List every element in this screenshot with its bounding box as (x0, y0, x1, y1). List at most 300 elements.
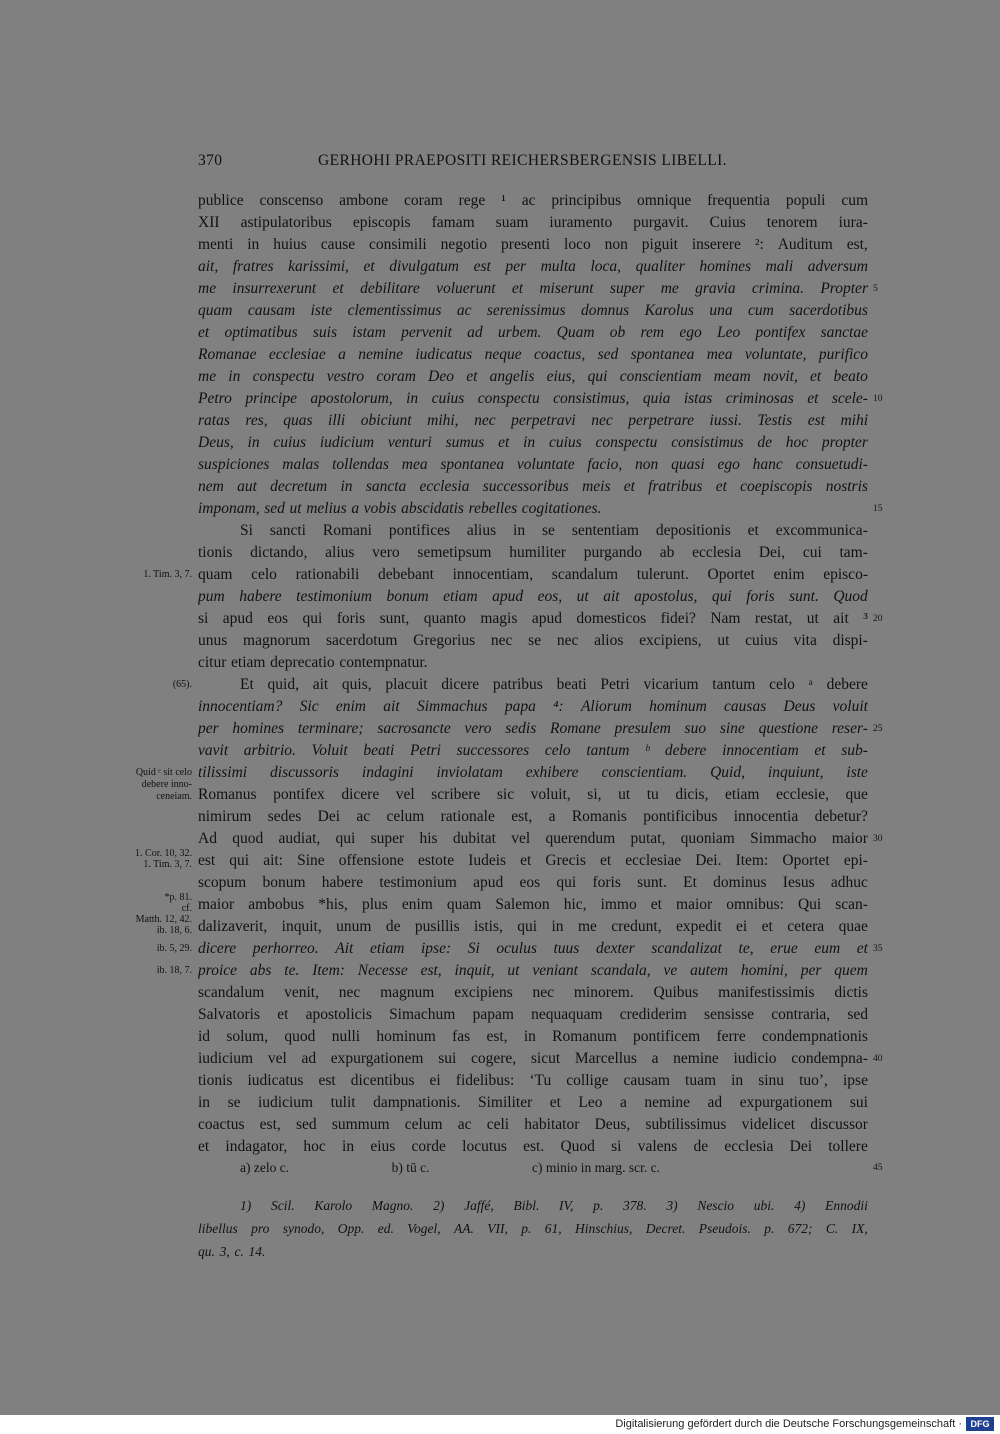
word: serenissimus (486, 302, 566, 319)
word: sedes (267, 808, 302, 825)
word: celum (386, 808, 425, 825)
word: consimili (369, 236, 427, 253)
word: quis, (341, 676, 372, 693)
word: C. (825, 1221, 839, 1236)
word: innocentiam? (198, 698, 283, 715)
word: scandalum (551, 566, 619, 583)
word: me (198, 368, 217, 385)
word: Pseudois. (698, 1221, 751, 1236)
word: qualiter (635, 258, 685, 275)
word: cui (802, 544, 822, 561)
word: Auditum (777, 236, 833, 253)
word: principibus (551, 192, 622, 209)
word: perpetrare (628, 412, 695, 429)
page-number: 370 (198, 152, 223, 169)
line-number: 40 (873, 1054, 883, 1064)
word: in (513, 522, 526, 539)
text-line (198, 982, 868, 1004)
word: ubi. (753, 1198, 775, 1213)
word: Dei (789, 1138, 813, 1155)
word: ego (717, 456, 740, 473)
word: tollendas (332, 456, 389, 473)
word: solum, (226, 1028, 269, 1045)
word: ¹ (501, 192, 506, 209)
word: nemine (644, 1094, 691, 1111)
word: qui (587, 368, 608, 385)
word: ego (679, 324, 702, 341)
word: si, (587, 786, 602, 803)
word: tuus (553, 940, 580, 957)
word: ab (659, 544, 675, 561)
word: scandalum (198, 984, 265, 1001)
word: Bibl. (513, 1198, 540, 1213)
word: fas (452, 1028, 471, 1045)
word: Petro (198, 390, 232, 407)
text-line (198, 344, 868, 366)
word: obiciunt (360, 412, 412, 429)
word: sui (438, 1050, 457, 1067)
word: enim (335, 698, 367, 715)
word: se (542, 522, 555, 539)
word: discussoris (270, 764, 339, 781)
word: testimonium (296, 588, 372, 605)
word: negotio (440, 236, 488, 253)
word: insurrexerunt (232, 280, 317, 297)
word: mea (706, 346, 733, 363)
word: Quod (833, 588, 868, 605)
word: Quod (560, 1138, 595, 1155)
word: iudicio (733, 1050, 777, 1067)
word: scandala, (590, 962, 651, 979)
text-line (198, 762, 868, 784)
word: Et (240, 676, 254, 693)
word: foris (746, 588, 775, 605)
text-line (198, 916, 868, 938)
word: habitator (524, 1116, 580, 1133)
word: imponam, (198, 500, 260, 517)
word: celi (486, 1116, 510, 1133)
word: foris (592, 874, 621, 891)
word: indagini (361, 764, 414, 781)
word: et (511, 280, 524, 297)
word: est, (420, 962, 442, 979)
word: et (363, 258, 375, 275)
apparatus-line (240, 1157, 660, 1179)
word: in (731, 1072, 744, 1089)
word: tu (646, 786, 659, 803)
word: neque (484, 346, 522, 363)
word: ei (429, 1072, 441, 1089)
word: ut (806, 610, 819, 627)
word: consistimus, (553, 390, 630, 407)
word: 378. (623, 1198, 647, 1213)
word: sunt, (379, 610, 410, 627)
word: super (609, 280, 645, 297)
word: vel (511, 830, 531, 847)
word: si (611, 1138, 622, 1155)
word: contempnatur. (339, 654, 428, 671)
word: decretum (270, 478, 328, 495)
word: est, (511, 808, 533, 825)
word: iudicatus (247, 1072, 304, 1089)
text-line (198, 784, 868, 806)
text-line (198, 718, 868, 740)
word: in (228, 368, 241, 385)
word: cuius (431, 390, 465, 407)
word: dicere (198, 940, 237, 957)
word: c. (234, 1244, 244, 1259)
word: Et (683, 874, 697, 891)
word: p. (521, 1221, 532, 1236)
word: illi (328, 412, 346, 429)
word: condempnationis (762, 1028, 868, 1045)
word: astipulatoribus (240, 214, 332, 231)
text-line (198, 432, 868, 454)
word: episcopis (352, 214, 411, 231)
word: 3) (666, 1198, 678, 1213)
word: celum (404, 1116, 443, 1133)
word: innocentiam, (452, 566, 534, 583)
text-line (198, 960, 868, 982)
word: purgavit. (633, 214, 689, 231)
word: et (623, 478, 635, 495)
word: papa (504, 698, 536, 715)
word: magis (480, 610, 518, 627)
word: scopum (198, 874, 247, 891)
word: a (351, 500, 360, 517)
word: Iudeis (468, 852, 507, 869)
word: aut (237, 478, 257, 495)
word: epi- (843, 852, 868, 869)
word: ecclesia (419, 478, 470, 495)
word: que (845, 786, 868, 803)
word: Testis (757, 412, 793, 429)
word: libellus (198, 1221, 238, 1236)
word: dampnationis. (373, 1094, 461, 1111)
word: quem (834, 962, 868, 979)
word: suo (684, 720, 707, 737)
word: manifestissimis (718, 984, 815, 1001)
apparatus-note: c) minio in marg. scr. c. (532, 1160, 660, 1175)
word: cuius (548, 434, 582, 451)
word: est. (523, 1138, 545, 1155)
word: ᵃ (808, 676, 813, 693)
word: vel (395, 786, 415, 803)
word: Aliorum (580, 698, 632, 715)
word: excipiens, (639, 632, 702, 649)
word: est (198, 852, 216, 869)
word: Jaffé, (464, 1198, 494, 1213)
word: eos (519, 874, 541, 891)
word: loco (564, 236, 591, 253)
word: Leo (578, 1094, 603, 1111)
word: fidelibus: (455, 1072, 515, 1089)
word: debetur? (814, 808, 868, 825)
word: unum (336, 918, 372, 935)
word: debebant (377, 566, 434, 583)
word: ac (356, 808, 371, 825)
word: karissimi, (288, 258, 349, 275)
word: et (807, 390, 819, 407)
text-line (198, 608, 868, 630)
word: pontifex (273, 786, 325, 803)
word: etiam (231, 654, 266, 671)
word: autem (690, 962, 729, 979)
apparatus-note: a) zelo c. (240, 1160, 290, 1175)
word: istas (683, 390, 713, 407)
word: Sic (299, 698, 319, 715)
word: p. (764, 1221, 775, 1236)
word: unus (198, 632, 228, 649)
word: coactus (198, 1116, 245, 1133)
word: enim (773, 566, 805, 583)
word: sacerdotibus (789, 302, 868, 319)
word: Romanis (571, 808, 627, 825)
word: tollere (828, 1138, 868, 1155)
word: presulem (614, 720, 671, 737)
word: per (800, 962, 822, 979)
text-line (198, 1070, 868, 1092)
word: propter (821, 434, 868, 451)
word: 3, (219, 1244, 230, 1259)
word: Deus, (594, 1116, 631, 1133)
running-header (198, 152, 868, 176)
word: fidei? (660, 610, 696, 627)
word: inquit, (281, 918, 322, 935)
word: domesticos (576, 610, 647, 627)
word: collige (566, 1072, 609, 1089)
word: est (807, 412, 825, 429)
word: deprecatio (270, 654, 335, 671)
word: hanc (752, 456, 783, 473)
word: quam (198, 566, 233, 583)
word: rationabili (295, 566, 360, 583)
word: nulli (331, 1028, 361, 1045)
word: piguit (641, 236, 678, 253)
word: sententiam (571, 522, 639, 539)
word: Romanum (552, 1028, 617, 1045)
word: se (528, 632, 542, 649)
word: conscientiam. (601, 764, 688, 781)
word: cause (320, 236, 356, 253)
word: apostolus, (634, 588, 698, 605)
word: ³ (863, 610, 868, 627)
word: mihi (840, 412, 868, 429)
word: locutus (462, 1138, 507, 1155)
word: me (198, 280, 217, 297)
word: Decret. (645, 1221, 686, 1236)
word: oculus (496, 940, 537, 957)
word: coepiscopis (740, 478, 813, 495)
word: sancti (269, 522, 306, 539)
word: depositionis (655, 522, 731, 539)
word: excommunica- (775, 522, 868, 539)
word: Quibus (653, 984, 699, 1001)
word: etiam (443, 588, 478, 605)
word: sedis (505, 720, 537, 737)
word: conspectu (477, 390, 540, 407)
word: ᵇ (645, 742, 650, 759)
word: expedit (676, 918, 722, 935)
word: 4) (794, 1198, 806, 1213)
text-line (198, 366, 868, 388)
text-line (198, 498, 868, 520)
word: purifico (818, 346, 868, 363)
word: conspectu (595, 434, 658, 451)
word: nimirum (198, 808, 252, 825)
word: coram (376, 368, 416, 385)
line-number: 35 (873, 944, 883, 954)
word: 14. (248, 1244, 266, 1259)
text-line (198, 1114, 868, 1136)
word: ed. (377, 1221, 394, 1236)
text-line (198, 1092, 868, 1114)
text-line (198, 850, 868, 872)
word: Romani (322, 522, 372, 539)
word: ecclesiae (625, 852, 682, 869)
word: per (505, 258, 527, 275)
word: sunt. (637, 874, 667, 891)
word: est (473, 258, 491, 275)
word: Petri (409, 742, 441, 759)
word: Karolus (644, 302, 694, 319)
word: sunt. (789, 588, 819, 605)
word: qui (517, 918, 538, 935)
word: crediderim (619, 1006, 687, 1023)
text-line (240, 674, 868, 696)
word: nec (532, 984, 555, 1001)
text-line (198, 630, 868, 652)
word: divulgatum (389, 258, 459, 275)
word: sacrosancte (377, 720, 451, 737)
word: frequentia (707, 192, 770, 209)
word: omnibus: (726, 896, 784, 913)
word: discussor (810, 1116, 868, 1133)
word: innocentia (733, 808, 799, 825)
word: Ait (335, 940, 354, 957)
word: cuius (745, 632, 778, 649)
text-line (198, 740, 868, 762)
word: 2) (433, 1198, 445, 1213)
word: est (318, 1072, 336, 1089)
word: VII, (487, 1221, 508, 1236)
word: ac (521, 192, 536, 209)
word: pontificibus (643, 808, 718, 825)
text-line (198, 1048, 868, 1070)
line-number: 15 (873, 504, 883, 514)
word: ait (383, 698, 400, 715)
word: Gregorius (413, 632, 476, 649)
word: suspiciones (198, 456, 270, 473)
text-line (198, 212, 868, 234)
word: debere (826, 676, 868, 693)
word: fratribus (648, 478, 703, 495)
word: cetera (787, 918, 825, 935)
word: perpetravi (511, 412, 576, 429)
line-number: 5 (873, 284, 878, 294)
word: qui (556, 874, 577, 891)
word: ad (467, 324, 483, 341)
text-line (198, 256, 868, 278)
word: voluit (832, 698, 868, 715)
word: Deus, (198, 434, 234, 451)
word: dicere (341, 786, 380, 803)
word: et (810, 368, 822, 385)
word: tenorem (766, 214, 818, 231)
word: maior (198, 896, 235, 913)
margin-note: Quid ᶜ sit celo (135, 767, 192, 778)
word: inviolatam (436, 764, 503, 781)
word: in (551, 918, 564, 935)
word: vita (793, 632, 817, 649)
word: sui (849, 1094, 868, 1111)
word: in (523, 1028, 536, 1045)
text-line (198, 300, 868, 322)
word: quam (198, 302, 233, 319)
word: Oportet (707, 566, 755, 583)
text-line (198, 806, 868, 828)
word: placuit (385, 676, 428, 693)
word: vero (372, 544, 400, 561)
word: quoniam (680, 830, 735, 847)
line-number: 45 (873, 1163, 883, 1173)
word: Ennodii (825, 1198, 868, 1213)
word: melius (306, 500, 347, 517)
word: Quid, (710, 764, 745, 781)
margin-note: ib. 18, 6. (156, 925, 192, 937)
text-line (198, 1004, 868, 1026)
word: te, (738, 940, 754, 957)
margin-note: Matth. 12, 42. (135, 914, 192, 926)
text-line (198, 190, 868, 212)
word: tilissimi (198, 764, 248, 781)
word: expurgationem (739, 1094, 833, 1111)
word: iuramento (549, 214, 613, 231)
word: vel (267, 1050, 287, 1067)
word: erue (770, 940, 798, 957)
word: synodo, (282, 1221, 325, 1236)
word: valens (637, 1138, 678, 1155)
word: rationale (440, 808, 495, 825)
word: etiam (369, 940, 405, 957)
word: condempna- (791, 1050, 868, 1067)
word: qui (302, 610, 323, 627)
apparatus-note: b) tū c. (391, 1160, 430, 1175)
word: restat, (754, 610, 793, 627)
word: semetipsum (417, 544, 492, 561)
word: res, (245, 412, 268, 429)
word: abs (249, 962, 272, 979)
word: dubitat (452, 830, 496, 847)
word: 672; (787, 1221, 813, 1236)
word: voluit, (530, 786, 571, 803)
word: dominus (713, 874, 767, 891)
word: populi (785, 192, 826, 209)
word: scribere (431, 786, 481, 803)
word: consuetudi- (795, 456, 868, 473)
word: Iesus (782, 874, 815, 891)
word: et (332, 280, 344, 297)
word: AA. (454, 1221, 474, 1236)
footnote-line (198, 1241, 868, 1263)
word: spontanea (440, 456, 505, 473)
word: nec (474, 412, 496, 429)
word: me (660, 280, 679, 297)
word: vavit (198, 742, 229, 759)
word: est, (846, 236, 868, 253)
margin-note: ib. 18, 7. (156, 965, 192, 976)
word: purgando (583, 544, 642, 561)
